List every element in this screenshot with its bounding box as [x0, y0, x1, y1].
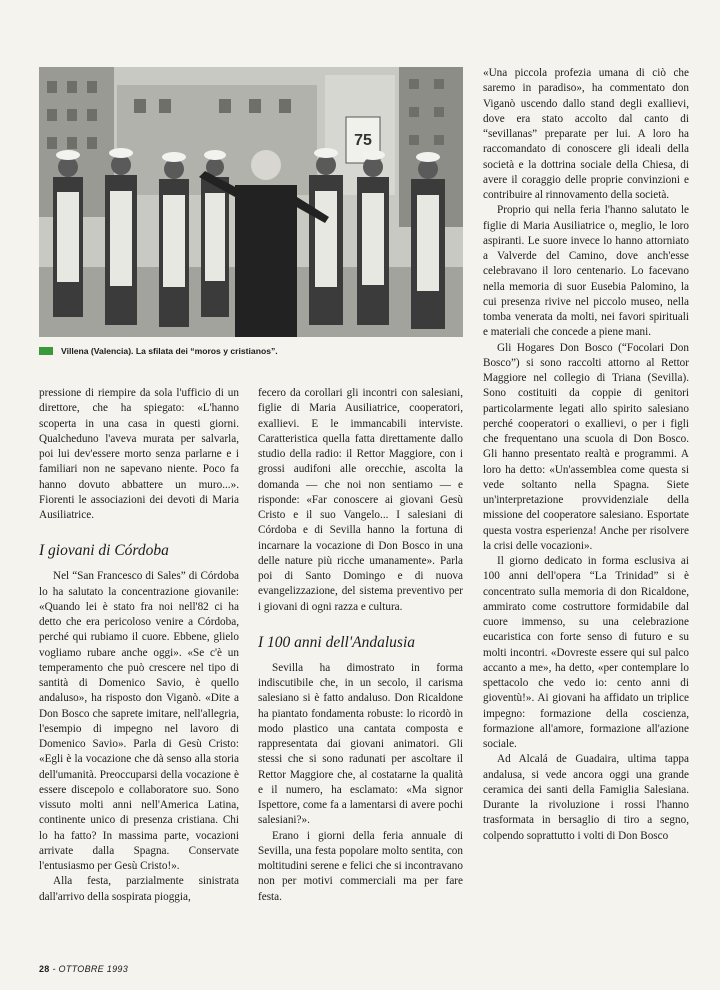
- column-2: [258, 386, 463, 962]
- paragraph: Erano i giorni della feria annuale di Sevilla, una festa popolare molto sentita, con moltitudini serene e felici che si incontravano non per motivi commerciali ma per fare festa.: [258, 829, 463, 903]
- paragraph: Alla festa, parzialmente sinistrata dall'arrivo della sospirata pioggia,: [39, 875, 239, 903]
- paragraph: Proprio qui nella feria l'hanno salutato le figlie di Maria Ausiliatrice o, meglio, le loro aspiranti. Le suore invece lo hanno attorniato a Valverde del Camino, dove anch'esse celebravano il loro centenario. Lo facevano nella memoria di suor Eusebia Palomino, la cui presenza rivive nel piccolo museo, nella tomba venerata da molti, nei favori spirituali e materiali che concede a piene mani.: [483, 204, 689, 339]
- paragraph: Sevilla ha dimostrato in forma indiscutibile che, in un secolo, il carisma salesiano si è fatto andaluso. Don Ricaldone ha piantato fondamenta robuste: lo ricordò in modo plastico una cantata composta e rappresentata dai giovani animatori. Gli stessi che si sono radunati per ascoltare il Rettor Maggiore che, al costatarne la qualità e il numero, ha esclamato: «Ma signor Ispettore, come fa a lamentarsi di avere pochi salesiani?».: [258, 661, 463, 827]
- paragraph: «Una piccola profezia umana di ciò che saremo in paradiso», ha commentato don Viganò uscendo dallo stand degli exallievi, dove era stato accolto dal canto di “sevillanas” preparate per lui. A loro ha raccomandato di conoscere gli ideali della società e la dottrina sociale della Chiesa, di avere il coraggio delle proprie convinzioni e contribuire al rinnovamento della società.: [483, 67, 689, 201]
- caption-text: Villena (Valencia). La sfilata dei “moros y cristianos”.: [61, 346, 278, 356]
- page-number: 28: [39, 964, 50, 974]
- parade-photo-illustration: [39, 67, 463, 337]
- paragraph: Nel “San Francesco di Sales” di Córdoba lo ha salutato la concentrazione giovanile: «Quando lei è stato fra noi nell'82 ci ha detto che era pericoloso venire a Córdoba, perché qui rubiamo il cuore. Ebbene, glielo vogliamo rubare anche oggi». «Se c'è un temperamento che può crescere nel tipo di santità di Domenico Savio, è quello andaluso», ha risposto don Viganò. «Dite a Don Bosco che saprete imitare, nell'allegria, l'esempio di impegno nel lavoro di Domenico Savio». Parla di Gesù Cristo: «Egli è la vocazione che dà senso alla storia dell'umanità. Preoccuparsi della vocazione è essere discepolo e collaboratore suo. Sono vissuto molti anni nell'America Latina, continente unico di presenza cristiana. Chi lo ha fatto? In massima parte, vocazioni arrivate dalla Spagna. Conservate l'entusiasmo per Gesù Cristo!».: [39, 570, 239, 872]
- paragraph: fecero da corollari gli incontri con salesiani, figlie di Maria Ausiliatrice, cooperatori, exallievi. E le immancabili interviste. Caratteristica quella fatta direttamente dallo studio della radio: il Rettor Maggiore, con i grossi audifoni alle orecchie, ascolta la domanda — che noi non sentiamo — e risponde: «Far conoscere ai giovani Gesù Cristo e il suo Vangelo... I salesiani di Córdoba e di Sevilla hanno la fortuna di incarnare la vocazione di Don Bosco in una delle nature più ricche umanamente». Parla poi di Santo Domingo e di nuova evangelizzazione, del sistema preventivo per i giovani di ogni razza e cultura.: [258, 387, 463, 613]
- paragraph: Gli Hogares Don Bosco (“Focolari Don Bosco”) si sono raccolti attorno al Rettor Maggiore nel collegio di Triana (Sevilla). Sono costituiti da coppie di genitori particolarmente legati allo spirito salesiano perché cooperatori o exallievi, o per i figli che frequentano una scuola di Don Bosco. Gli hanno presentato realtà e programmi. A loro ha detto: «Un'assemblea come questa si vede soltanto nella Spagna. Siete un'interpretazione provvidenziale della missione del cooperatore salesiano. Esportate questa vostra esperienza! Anche per risolvere la crisi delle vocazioni».: [483, 341, 689, 552]
- paragraph: Il giorno dedicato in forma esclusiva ai 100 anni dell'opera “La Trinidad” si è concentrato sulla memoria di don Ricaldone, ammirato come costruttore formidabile dal cuore immenso, su una celebrazione eucaristica con forte senso di futuro e su molti incontri. «Dovreste essere qui sul palco accanto a me», ha detto, «per contemplare lo spettacolo che vedo io: cento anni di gioventù!». Ai giovani ha affidato un triplice impegno: formazione della coscienza, formazione all'amore, formazione all'azione sociale.: [483, 555, 689, 750]
- section-heading-cordoba: I giovani di Córdoba: [39, 542, 169, 560]
- caption-marker: [39, 347, 53, 355]
- column-3: [483, 66, 689, 962]
- paragraph: Ad Alcalá de Guadaira, ultima tappa andalusa, si vede ancora oggi una grande ceramica dei santi della Famiglia Salesiana. Durante la rivoluzione i rossi l'hanno trasformata in bersaglio di tiro a segno, colpendo soprattutto i volti di Don Bosco: [483, 753, 689, 842]
- banner-number: 75: [354, 132, 372, 149]
- photo-caption: [39, 344, 463, 358]
- paragraph: pressione di riempire da sola l'ufficio di un direttore, che ha spiegato: «L'hanno scoperta in una casa in questi giorni. Qualcheduno l'aveva murata per salvarla, poi lui dev'essere morto senza parlarne e i familiari non ne sapevano niente. Poco fa hanno dovuto abbattere un muro...». Fiorenti le associazioni dei devoti di Maria Ausiliatrice.: [39, 387, 239, 521]
- parade-photo: [39, 67, 463, 337]
- page-footer: [39, 964, 128, 974]
- section-heading-andalusia: I 100 anni dell'Andalusia: [258, 633, 416, 651]
- issue-date: - OTTOBRE 1993: [52, 964, 128, 974]
- column-1: [39, 386, 239, 962]
